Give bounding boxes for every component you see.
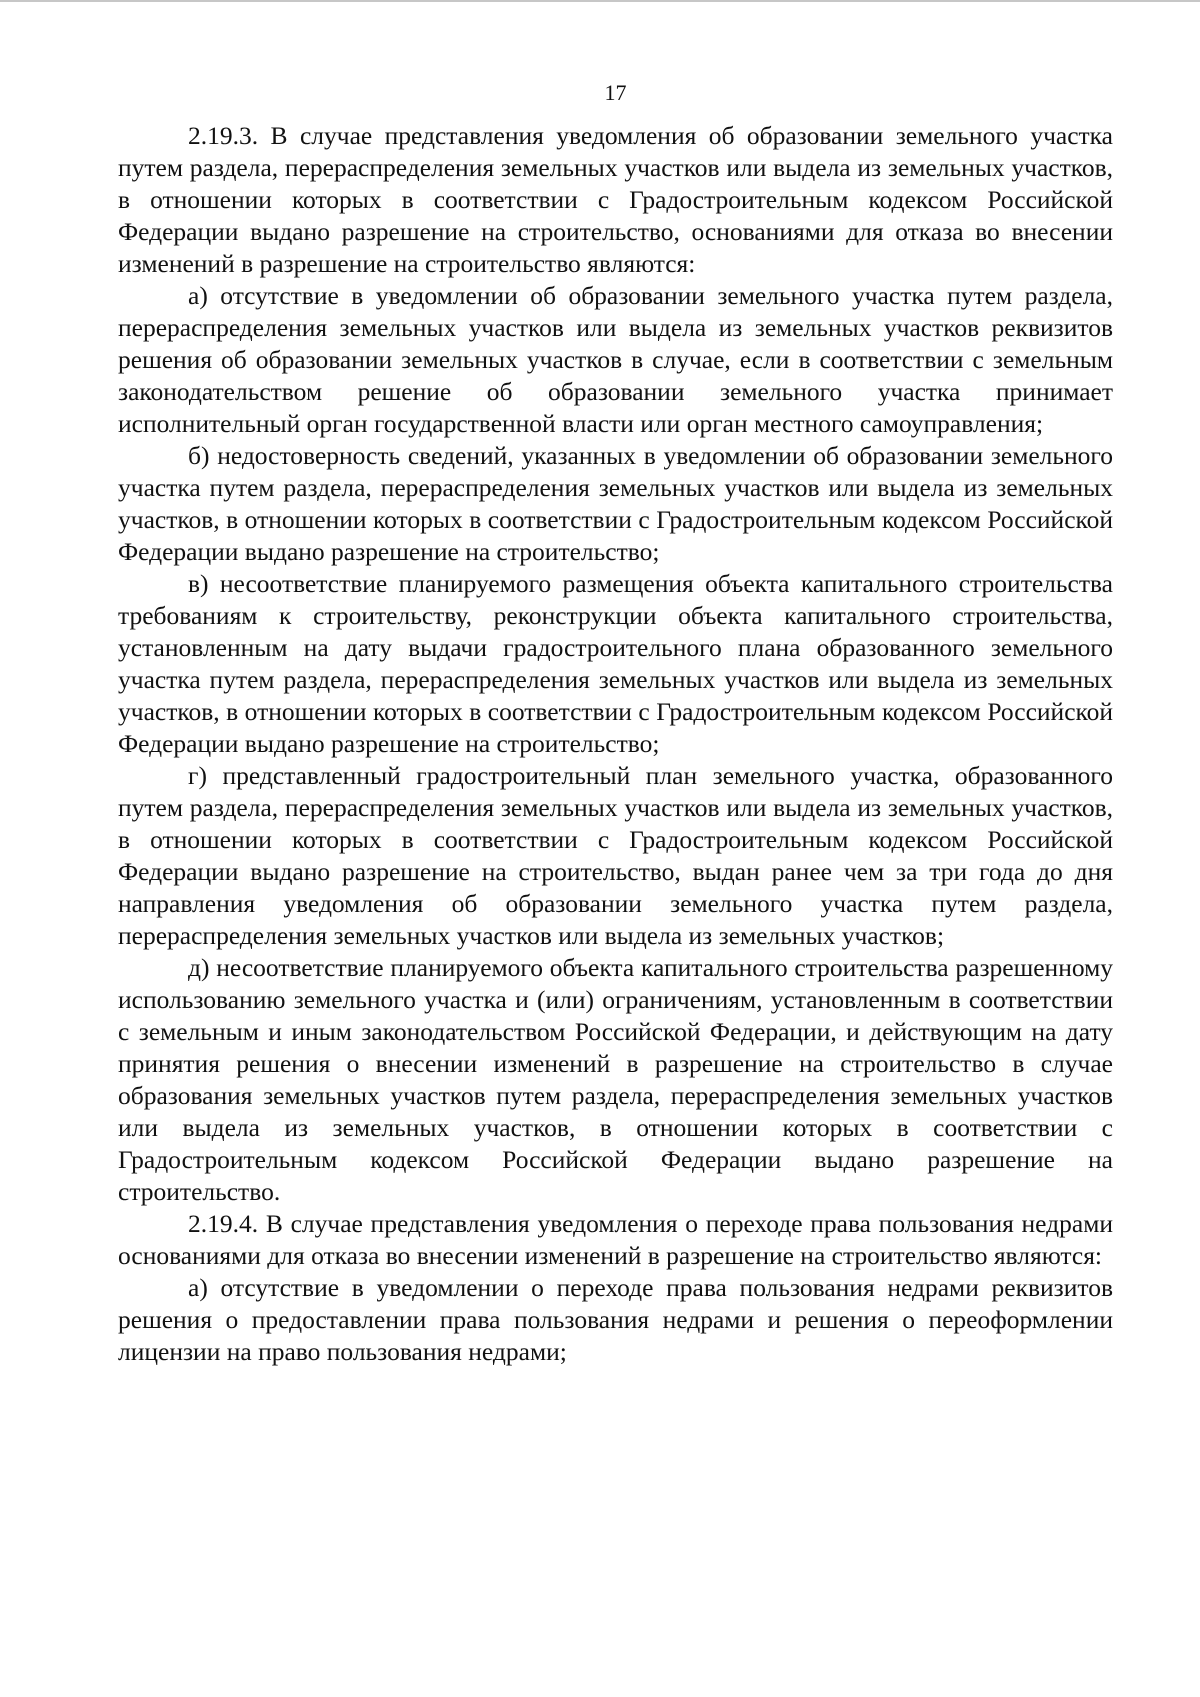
document-page: [118, 78, 1113, 1368]
paragraph-2-19-3-a: а) отсутствие в уведомлении об образовании земельного участка путем раздела, перераспределения земельных участков или выдела из земельных участков реквизитов решения об образовании земельных участков в случае, если в соответствии с земельным законодательством решение об образовании земельного участка принимает исполнительный орган государственной власти или орган местного самоуправления;: [118, 281, 1113, 438]
paragraph-2-19-3-b: б) недостоверность сведений, указанных в уведомлении об образовании земельного участка путем раздела, перераспределения земельных участков или выдела из земельных участков, в отношении которых в соответствии с Градостроительным кодексом Российской Федерации выдано разрешение на строительство;: [118, 441, 1113, 566]
paragraph-2-19-3-d: д) несоответствие планируемого объекта капитального строительства разрешенному использованию земельного участка и (или) ограничениям, установленным в соответствии с земельным и иным законодательством Российской Федерации, и действующим на дату принятия решения о внесении изменений в разрешение на строительство в случае образования земельных участков путем раздела, перераспределения земельных участков или выдела из земельных участков, в отношении которых в соответствии с Градостроительным кодексом Российской Федерации выдано разрешение на строительство.: [118, 953, 1113, 1206]
paragraph-2-19-4: 2.19.4. В случае представления уведомления о переходе права пользования недрами основаниями для отказа во внесении изменений в разрешение на строительство являются:: [118, 1209, 1113, 1270]
paragraph-2-19-3-g: г) представленный градостроительный план земельного участка, образованного путем раздела, перераспределения земельных участков или выдела из земельных участков, в отношении которых в соответствии с Градостроительным кодексом Российской Федерации выдано разрешение на строительство, выдан ранее чем за три года до дня направления уведомления об образовании земельного участка путем раздела, перераспределения земельных участков или выдела из земельных участков;: [118, 761, 1113, 950]
paragraph-2-19-3-v: в) несоответствие планируемого размещения объекта капитального строительства требованиям к строительству, реконструкции объекта капитального строительства, установленным на дату выдачи градостроительного плана образованного земельного участка путем раздела, перераспределения земельных участков или выдела из земельных участков, в отношении которых в соответствии с Градостроительным кодексом Российской Федерации выдано разрешение на строительство;: [118, 569, 1113, 758]
paragraph-2-19-3: 2.19.3. В случае представления уведомления об образовании земельного участка путем раздела, перераспределения земельных участков или выдела из земельных участков, в отношении которых в соответствии с Градостроительным кодексом Российской Федерации выдано разрешение на строительство, основаниями для отказа во внесении изменений в разрешение на строительство являются:: [118, 121, 1113, 278]
page-number: 17: [604, 80, 627, 105]
page-top-edge: [0, 0, 1200, 2]
paragraph-2-19-4-a: а) отсутствие в уведомлении о переходе права пользования недрами реквизитов решения о предоставлении права пользования недрами и решения о переоформлении лицензии на право пользования недрами;: [118, 1273, 1113, 1366]
